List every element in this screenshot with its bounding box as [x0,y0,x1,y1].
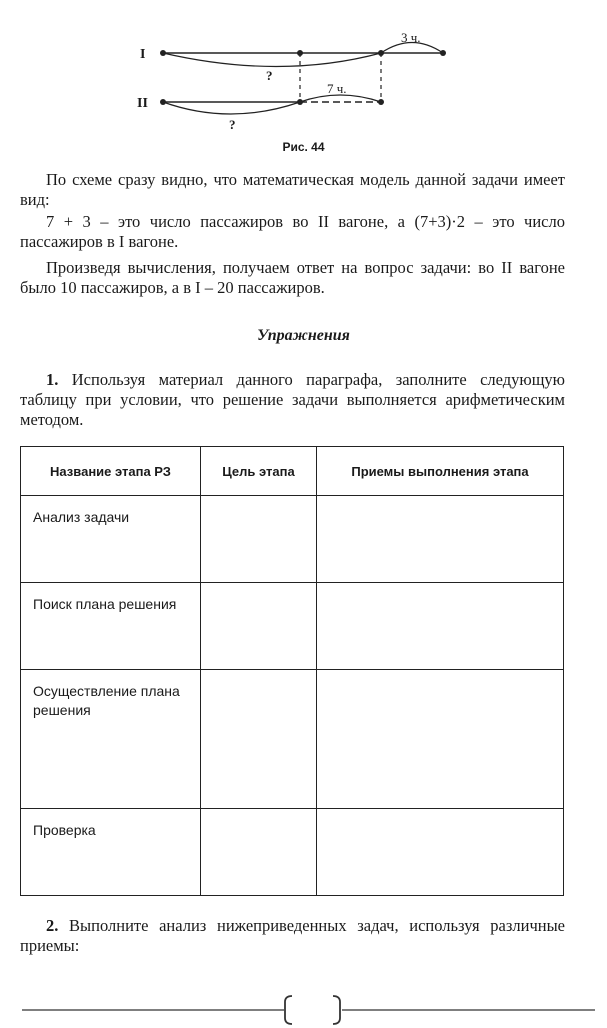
point [440,50,446,56]
exercise-1-text: Используя материал данного параграфа, заполните следующую таблицу при условии, что решение задачи выполняется арифметическим методом. [20,370,565,429]
exercise-2 [20,916,565,956]
exercise-1 [20,370,565,430]
stage-name-cell: Проверка [21,808,201,895]
label-7h: 7 ч. [327,81,347,96]
point [378,50,384,56]
exercise-1-number: 1. [46,370,59,389]
page-footer-rule [0,990,607,1028]
figure-caption: Рис. 44 [282,140,325,154]
stage-name-cell: Поиск плана решения [21,583,201,670]
table-row [21,496,564,583]
exercise-2-text: Выполните анализ нижеприведенных задач, используя различные приемы: [20,916,565,955]
paragraph-1: По схеме сразу видно, что математическая модель данной задачи имеет вид: [20,170,565,209]
paragraph-3: Произведя вычисления, получаем ответ на вопрос задачи: во II вагоне было 10 пассажиров, а в I – 20 пассажиров. [20,258,565,297]
point [160,99,166,105]
stage-goal-cell [201,670,317,809]
label-I: I [140,47,146,62]
brace-7h [300,95,381,102]
label-3h: 3 ч. [401,30,421,45]
stage-goal-cell [201,808,317,895]
point [297,99,303,105]
question-top: ? [266,68,273,83]
table-header-row [21,447,564,496]
point [378,99,384,105]
header-stage-goal: Цель этапа [201,447,317,496]
exercises-heading: Упражнения [257,327,350,344]
footer-bracket-right [333,996,340,1024]
paragraph-2: 7 + 3 – это число пассажиров во II вагоне, а (7+3)·2 – это число пассажиров в I вагоне. [20,212,565,251]
footer-bracket-left [285,996,292,1024]
stage-name-cell: Осуществление плана решения [21,670,201,809]
stage-methods-cell [317,583,564,670]
header-stage-methods: Приемы выполнения этапа [317,447,564,496]
stage-name-cell: Анализ задачи [21,496,201,583]
stage-methods-cell [317,670,564,809]
stage-goal-cell [201,583,317,670]
point [160,50,166,56]
stages-table [20,446,564,896]
stage-methods-cell [317,808,564,895]
figure-44-diagram [0,0,607,160]
stage-methods-cell [317,496,564,583]
brace-top-full [163,53,381,67]
table-row [21,670,564,809]
point [297,50,303,56]
brace-bottom [163,102,300,114]
question-bottom: ? [229,117,236,132]
table-row [21,583,564,670]
header-stage-name: Название этапа РЗ [21,447,201,496]
table-row [21,808,564,895]
label-II: II [137,96,148,111]
stage-goal-cell [201,496,317,583]
exercise-2-number: 2. [46,916,59,935]
